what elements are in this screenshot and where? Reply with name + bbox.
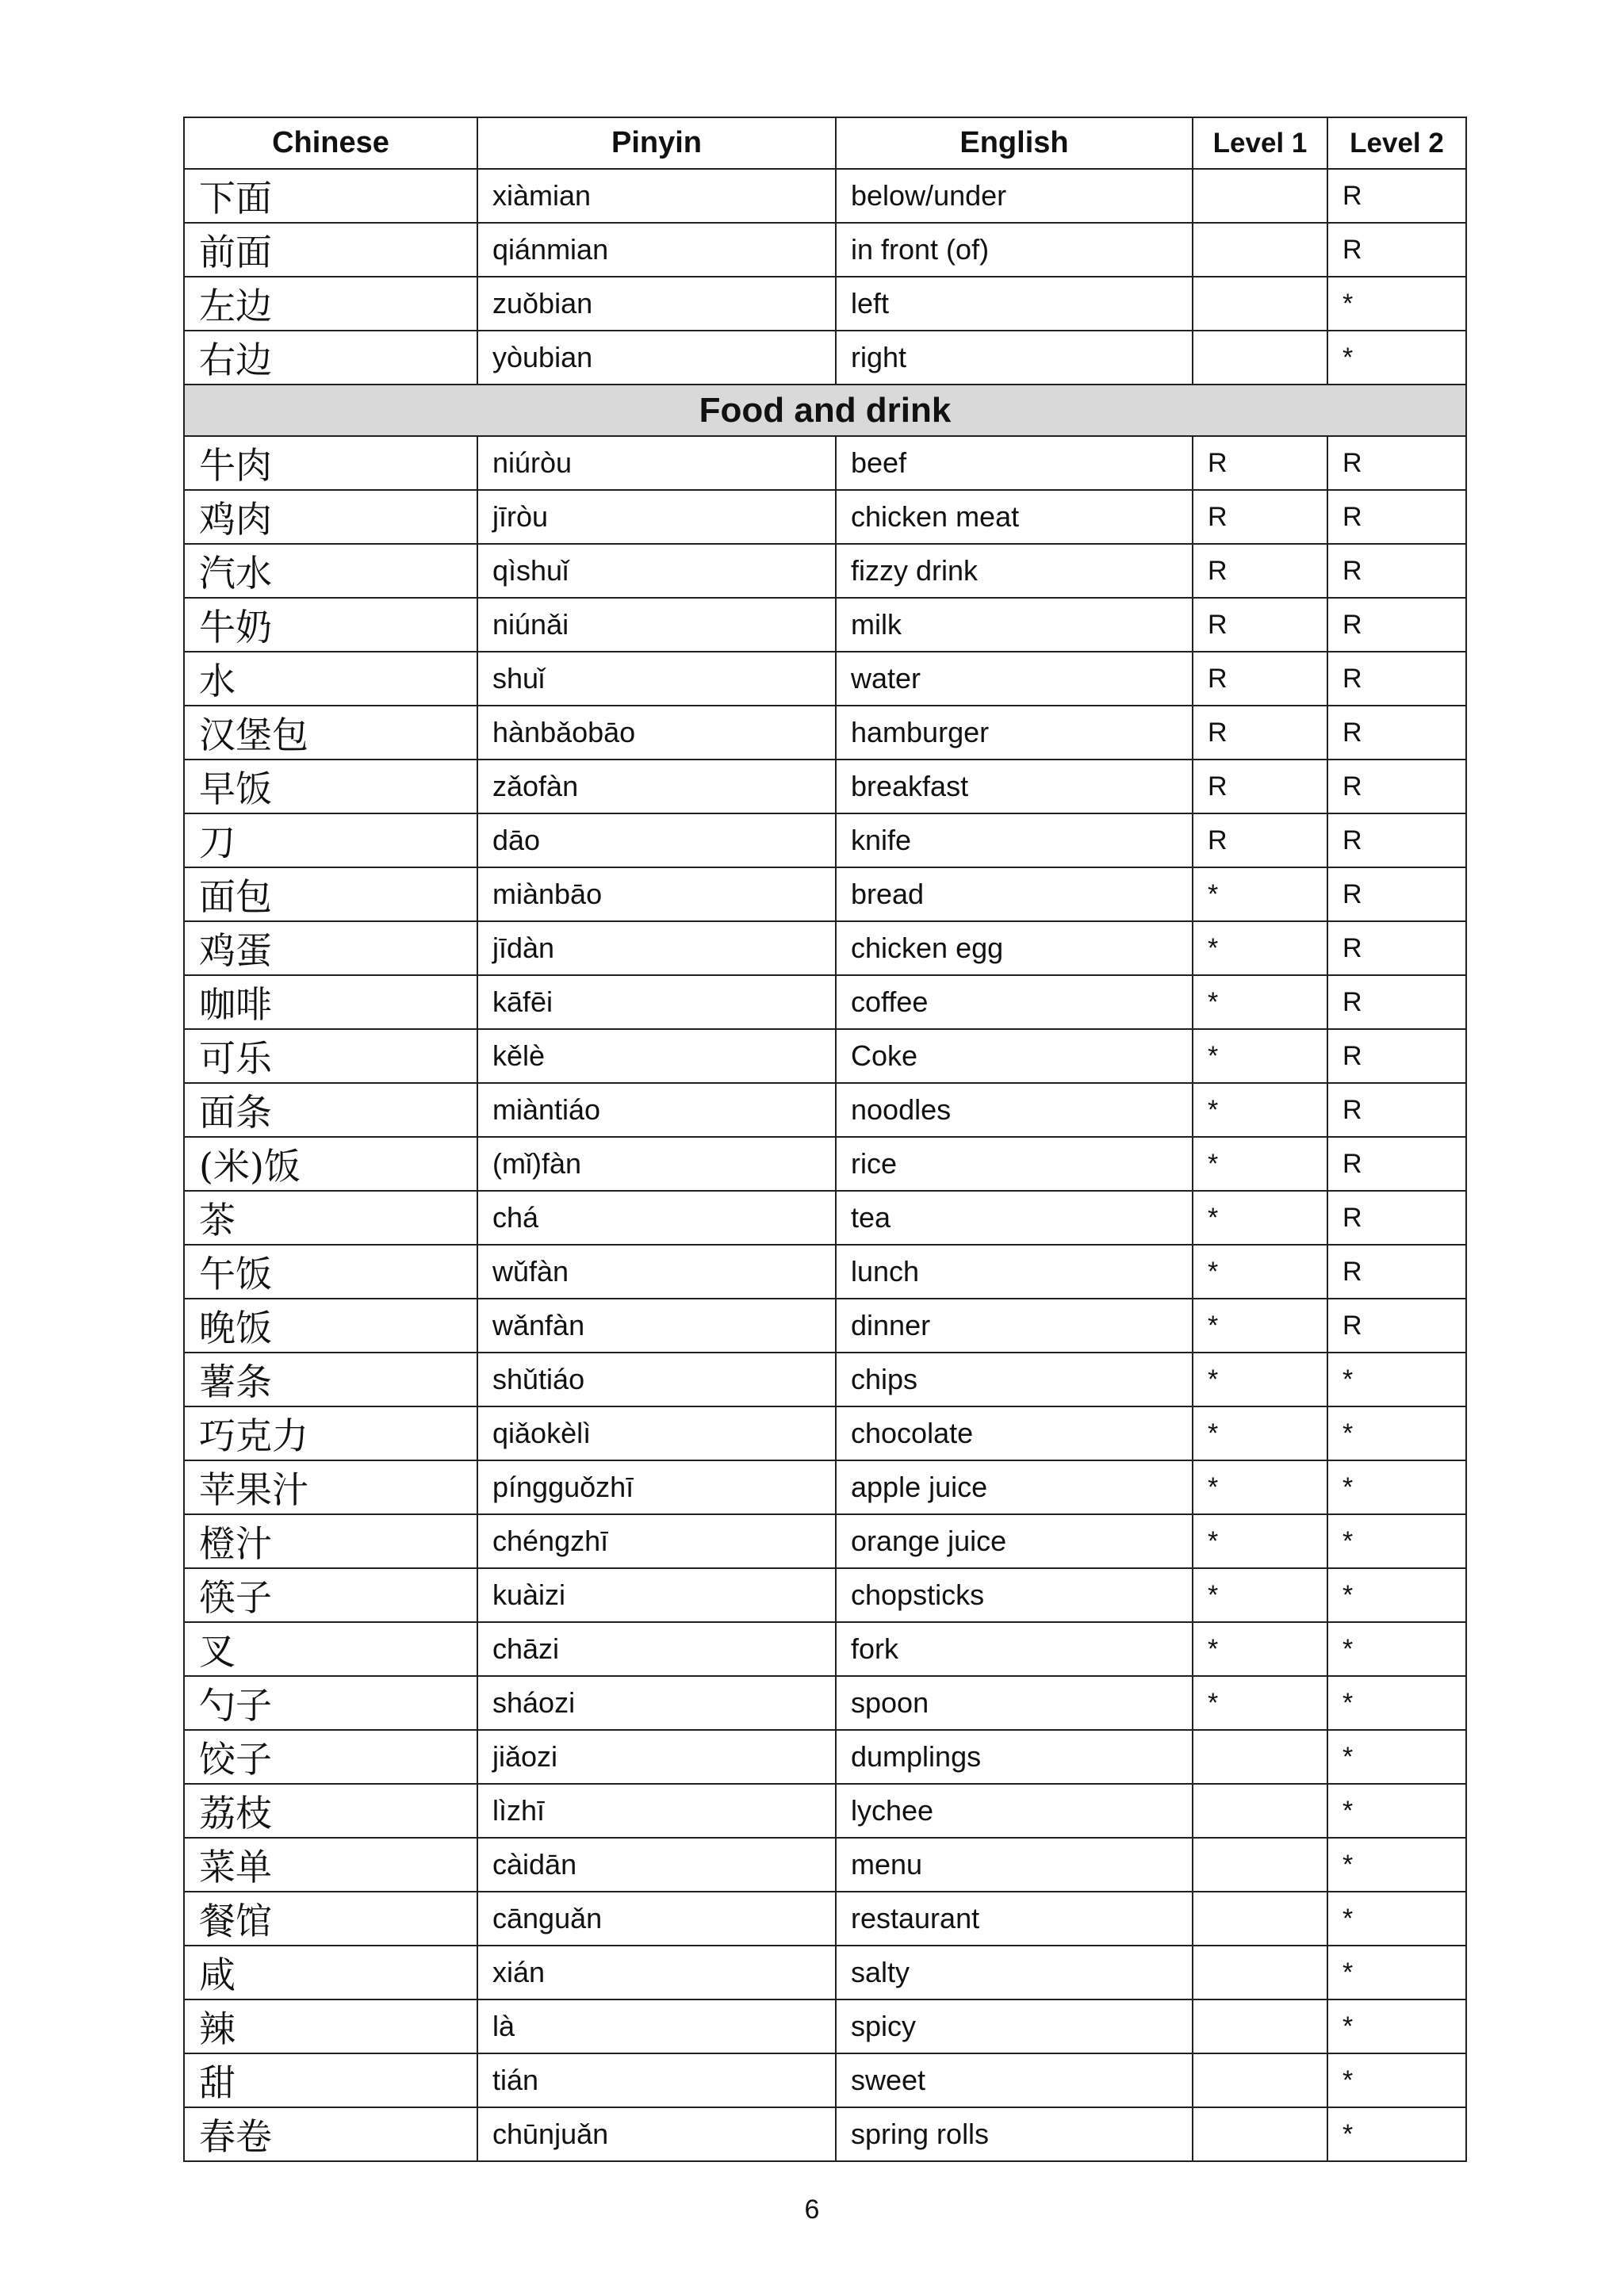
table-row [184, 2053, 1466, 2107]
level-2-cell: * [1327, 1946, 1466, 1999]
english-cell: milk [836, 598, 1193, 652]
table-row [184, 1245, 1466, 1299]
chinese-cell: 面包 [184, 867, 477, 921]
english-cell: menu [836, 1838, 1193, 1892]
chinese-cell: 叉 [184, 1622, 477, 1676]
pinyin-cell: càidān [477, 1838, 836, 1892]
english-cell: bread [836, 867, 1193, 921]
english-cell: spoon [836, 1676, 1193, 1730]
level-2-cell: * [1327, 1460, 1466, 1514]
english-cell: hamburger [836, 706, 1193, 760]
level-1-cell [1193, 1946, 1327, 1999]
english-cell: dumplings [836, 1730, 1193, 1784]
english-cell: tea [836, 1191, 1193, 1245]
pinyin-cell: qiǎokèlì [477, 1406, 836, 1460]
pinyin-cell: là [477, 1999, 836, 2053]
chinese-cell: 鸡蛋 [184, 921, 477, 975]
section-header-group [184, 385, 1466, 436]
table-row [184, 760, 1466, 813]
chinese-cell: 咖啡 [184, 975, 477, 1029]
level-1-cell [1193, 331, 1327, 385]
chinese-cell: 前面 [184, 223, 477, 277]
level-2-cell: * [1327, 1730, 1466, 1784]
chinese-cell: 甜 [184, 2053, 477, 2107]
level-1-cell: * [1193, 1299, 1327, 1353]
chinese-cell: 早饭 [184, 760, 477, 813]
level-1-cell: * [1193, 975, 1327, 1029]
level-2-cell: * [1327, 331, 1466, 385]
table-row [184, 1029, 1466, 1083]
level-1-cell: * [1193, 1568, 1327, 1622]
english-cell: chicken meat [836, 490, 1193, 544]
table-row [184, 1568, 1466, 1622]
level-2-cell: R [1327, 1299, 1466, 1353]
level-1-cell: * [1193, 867, 1327, 921]
english-cell: beef [836, 436, 1193, 490]
level-2-cell: R [1327, 760, 1466, 813]
table-row [184, 1784, 1466, 1838]
pinyin-cell: kělè [477, 1029, 836, 1083]
level-2-cell: * [1327, 1784, 1466, 1838]
pinyin-cell: xián [477, 1946, 836, 1999]
pinyin-cell: jiǎozi [477, 1730, 836, 1784]
english-cell: dinner [836, 1299, 1193, 1353]
level-1-cell: * [1193, 1245, 1327, 1299]
chinese-cell: 荔枝 [184, 1784, 477, 1838]
chinese-cell: 汉堡包 [184, 706, 477, 760]
english-cell: in front (of) [836, 223, 1193, 277]
level-1-cell: R [1193, 706, 1327, 760]
table-row [184, 1137, 1466, 1191]
english-cell: water [836, 652, 1193, 706]
english-cell: left [836, 277, 1193, 331]
english-cell: rice [836, 1137, 1193, 1191]
chinese-cell: 汽水 [184, 544, 477, 598]
pinyin-cell: yòubian [477, 331, 836, 385]
table-row [184, 223, 1466, 277]
table-row [184, 1191, 1466, 1245]
chinese-cell: 可乐 [184, 1029, 477, 1083]
level-1-cell [1193, 1784, 1327, 1838]
level-1-cell [1193, 2053, 1327, 2107]
level-2-cell: R [1327, 867, 1466, 921]
level-1-cell: * [1193, 1083, 1327, 1137]
table-row [184, 1622, 1466, 1676]
table-row [184, 1730, 1466, 1784]
section-header-row [184, 385, 1466, 436]
chinese-cell: 餐馆 [184, 1892, 477, 1946]
level-2-cell: * [1327, 1676, 1466, 1730]
level-2-cell: R [1327, 975, 1466, 1029]
table-row [184, 975, 1466, 1029]
pinyin-cell: sháozi [477, 1676, 836, 1730]
english-cell: lychee [836, 1784, 1193, 1838]
vocabulary-table [183, 117, 1467, 2162]
english-cell: sweet [836, 2053, 1193, 2107]
table-row [184, 1892, 1466, 1946]
rows-before-section [184, 169, 1466, 385]
table-row [184, 813, 1466, 867]
pinyin-cell: jīdàn [477, 921, 836, 975]
pinyin-cell: chéngzhī [477, 1514, 836, 1568]
level-2-cell: * [1327, 2053, 1466, 2107]
chinese-cell: 苹果汁 [184, 1460, 477, 1514]
level-1-cell [1193, 2107, 1327, 2161]
english-cell: fizzy drink [836, 544, 1193, 598]
level-1-cell [1193, 169, 1327, 223]
english-cell: orange juice [836, 1514, 1193, 1568]
english-cell: salty [836, 1946, 1193, 1999]
table-row [184, 867, 1466, 921]
pinyin-cell: qiánmian [477, 223, 836, 277]
pinyin-cell: miàntiáo [477, 1083, 836, 1137]
level-2-cell: R [1327, 706, 1466, 760]
chinese-cell: 牛奶 [184, 598, 477, 652]
pinyin-cell: xiàmian [477, 169, 836, 223]
level-1-cell [1193, 277, 1327, 331]
header-level-1: Level 1 [1193, 117, 1327, 169]
level-2-cell: R [1327, 598, 1466, 652]
level-2-cell: R [1327, 1029, 1466, 1083]
table-row [184, 1460, 1466, 1514]
pinyin-cell: tián [477, 2053, 836, 2107]
chinese-cell: (米)饭 [184, 1137, 477, 1191]
english-cell: right [836, 331, 1193, 385]
level-2-cell: R [1327, 1083, 1466, 1137]
english-cell: chocolate [836, 1406, 1193, 1460]
pinyin-cell: chāzi [477, 1622, 836, 1676]
chinese-cell: 面条 [184, 1083, 477, 1137]
english-cell: Coke [836, 1029, 1193, 1083]
english-cell: restaurant [836, 1892, 1193, 1946]
level-1-cell: R [1193, 760, 1327, 813]
pinyin-cell: lìzhī [477, 1784, 836, 1838]
english-cell: noodles [836, 1083, 1193, 1137]
rows-food-section [184, 436, 1466, 2161]
table-row [184, 1083, 1466, 1137]
table-row [184, 1353, 1466, 1406]
table-row [184, 169, 1466, 223]
pinyin-cell: píngguǒzhī [477, 1460, 836, 1514]
chinese-cell: 午饭 [184, 1245, 477, 1299]
level-1-cell [1193, 1892, 1327, 1946]
level-2-cell: R [1327, 223, 1466, 277]
chinese-cell: 右边 [184, 331, 477, 385]
pinyin-cell: niúnǎi [477, 598, 836, 652]
pinyin-cell: dāo [477, 813, 836, 867]
pinyin-cell: (mǐ)fàn [477, 1137, 836, 1191]
table-header-row [184, 117, 1466, 169]
level-2-cell: * [1327, 1514, 1466, 1568]
pinyin-cell: shuǐ [477, 652, 836, 706]
table-row [184, 544, 1466, 598]
chinese-cell: 辣 [184, 1999, 477, 2053]
chinese-cell: 下面 [184, 169, 477, 223]
english-cell: apple juice [836, 1460, 1193, 1514]
level-2-cell: R [1327, 813, 1466, 867]
pinyin-cell: kuàizi [477, 1568, 836, 1622]
level-1-cell [1193, 223, 1327, 277]
chinese-cell: 咸 [184, 1946, 477, 1999]
level-1-cell: R [1193, 544, 1327, 598]
header-pinyin: Pinyin [477, 117, 836, 169]
chinese-cell: 牛肉 [184, 436, 477, 490]
level-1-cell [1193, 1999, 1327, 2053]
level-1-cell: * [1193, 921, 1327, 975]
table-row [184, 598, 1466, 652]
level-2-cell: * [1327, 1838, 1466, 1892]
table-row [184, 652, 1466, 706]
level-1-cell: * [1193, 1406, 1327, 1460]
chinese-cell: 晚饭 [184, 1299, 477, 1353]
level-1-cell: * [1193, 1514, 1327, 1568]
table-row [184, 1299, 1466, 1353]
pinyin-cell: niúròu [477, 436, 836, 490]
english-cell: fork [836, 1622, 1193, 1676]
level-2-cell: * [1327, 1622, 1466, 1676]
table-row [184, 1838, 1466, 1892]
chinese-cell: 饺子 [184, 1730, 477, 1784]
chinese-cell: 刀 [184, 813, 477, 867]
level-2-cell: * [1327, 1999, 1466, 2053]
level-2-cell: * [1327, 1568, 1466, 1622]
pinyin-cell: hànbǎobāo [477, 706, 836, 760]
table-row [184, 2107, 1466, 2161]
english-cell: breakfast [836, 760, 1193, 813]
level-2-cell: * [1327, 1406, 1466, 1460]
chinese-cell: 巧克力 [184, 1406, 477, 1460]
level-2-cell: R [1327, 169, 1466, 223]
table-row [184, 277, 1466, 331]
table-row [184, 1946, 1466, 1999]
pinyin-cell: jīròu [477, 490, 836, 544]
level-1-cell: * [1193, 1460, 1327, 1514]
chinese-cell: 左边 [184, 277, 477, 331]
level-1-cell [1193, 1730, 1327, 1784]
english-cell: knife [836, 813, 1193, 867]
level-1-cell [1193, 1838, 1327, 1892]
page-number: 6 [804, 2195, 820, 2225]
chinese-cell: 鸡肉 [184, 490, 477, 544]
table-row [184, 436, 1466, 490]
table-row [184, 1676, 1466, 1730]
pinyin-cell: kāfēi [477, 975, 836, 1029]
english-cell: coffee [836, 975, 1193, 1029]
english-cell: chips [836, 1353, 1193, 1406]
level-1-cell: R [1193, 490, 1327, 544]
table-row [184, 1406, 1466, 1460]
pinyin-cell: shǔtiáo [477, 1353, 836, 1406]
english-cell: spring rolls [836, 2107, 1193, 2161]
english-cell: chopsticks [836, 1568, 1193, 1622]
table-row [184, 331, 1466, 385]
chinese-cell: 茶 [184, 1191, 477, 1245]
level-2-cell: * [1327, 277, 1466, 331]
pinyin-cell: cānguǎn [477, 1892, 836, 1946]
chinese-cell: 橙汁 [184, 1514, 477, 1568]
level-2-cell: R [1327, 921, 1466, 975]
chinese-cell: 勺子 [184, 1676, 477, 1730]
english-cell: spicy [836, 1999, 1193, 2053]
chinese-cell: 菜单 [184, 1838, 477, 1892]
level-1-cell: * [1193, 1137, 1327, 1191]
pinyin-cell: wǎnfàn [477, 1299, 836, 1353]
level-2-cell: R [1327, 1191, 1466, 1245]
chinese-cell: 薯条 [184, 1353, 477, 1406]
level-2-cell: * [1327, 2107, 1466, 2161]
level-1-cell: * [1193, 1353, 1327, 1406]
level-1-cell: R [1193, 436, 1327, 490]
level-1-cell: * [1193, 1622, 1327, 1676]
level-2-cell: R [1327, 1245, 1466, 1299]
table-row [184, 706, 1466, 760]
pinyin-cell: miànbāo [477, 867, 836, 921]
level-1-cell: R [1193, 652, 1327, 706]
pinyin-cell: qìshuǐ [477, 544, 836, 598]
table-row [184, 1514, 1466, 1568]
chinese-cell: 筷子 [184, 1568, 477, 1622]
level-2-cell: R [1327, 652, 1466, 706]
pinyin-cell: chūnjuǎn [477, 2107, 836, 2161]
level-2-cell: R [1327, 1137, 1466, 1191]
section-title: Food and drink [184, 385, 1466, 436]
english-cell: chicken egg [836, 921, 1193, 975]
pinyin-cell: zǎofàn [477, 760, 836, 813]
level-2-cell: * [1327, 1892, 1466, 1946]
english-cell: below/under [836, 169, 1193, 223]
level-1-cell: * [1193, 1676, 1327, 1730]
pinyin-cell: zuǒbian [477, 277, 836, 331]
level-1-cell: * [1193, 1029, 1327, 1083]
level-1-cell: R [1193, 813, 1327, 867]
table-row [184, 490, 1466, 544]
level-2-cell: R [1327, 544, 1466, 598]
level-2-cell: R [1327, 490, 1466, 544]
header-chinese: Chinese [184, 117, 477, 169]
pinyin-cell: wǔfàn [477, 1245, 836, 1299]
level-2-cell: * [1327, 1353, 1466, 1406]
english-cell: lunch [836, 1245, 1193, 1299]
level-2-cell: R [1327, 436, 1466, 490]
chinese-cell: 水 [184, 652, 477, 706]
header-english: English [836, 117, 1193, 169]
header-level-2: Level 2 [1327, 117, 1466, 169]
pinyin-cell: chá [477, 1191, 836, 1245]
level-1-cell: * [1193, 1191, 1327, 1245]
chinese-cell: 春卷 [184, 2107, 477, 2161]
level-1-cell: R [1193, 598, 1327, 652]
table-row [184, 921, 1466, 975]
table-row [184, 1999, 1466, 2053]
